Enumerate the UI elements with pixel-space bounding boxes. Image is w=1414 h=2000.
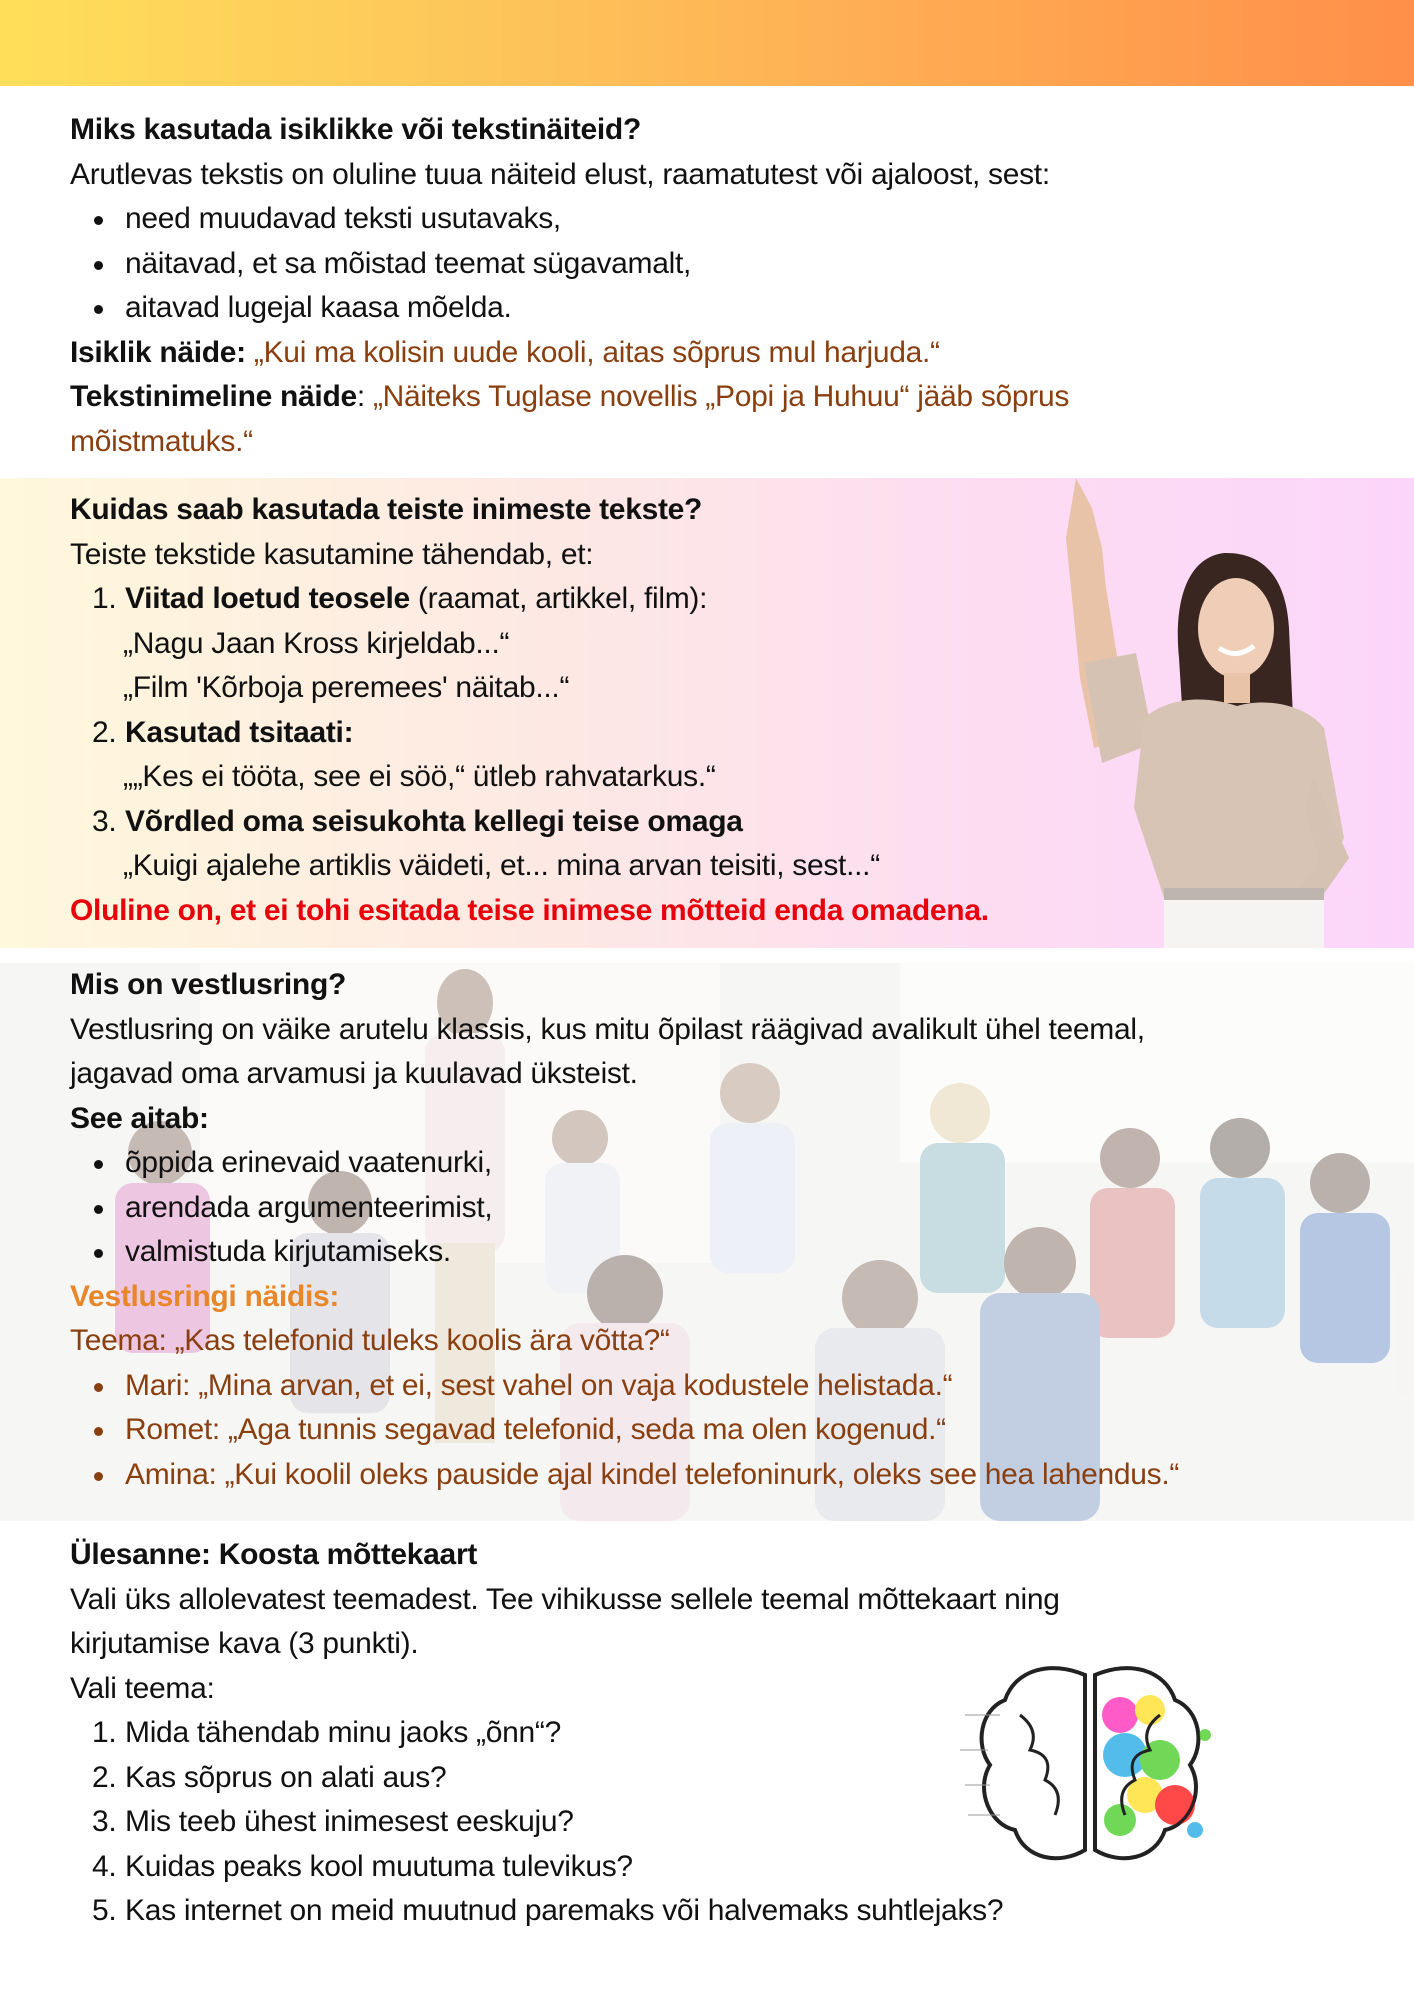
topic-number: 2.: [92, 1760, 117, 1794]
topic-number: 5.: [92, 1894, 117, 1927]
section-title: Miks kasutada isiklikke või tekstinäiteid?: [70, 113, 641, 146]
example-quote: „Film 'Kõrboja peremees' näitab...“: [123, 671, 570, 704]
personal-example-text: „Kui ma kolisin uude kooli, aitas sõprus mul harjuda.“: [245, 335, 940, 369]
list-item: arendada argumenteerimist,: [70, 1186, 1354, 1231]
topic-item: [70, 1889, 1354, 1934]
section-title: Mis on vestlusring?: [70, 968, 347, 1001]
topic-number: 3.: [92, 1805, 117, 1838]
list-item-2: [70, 711, 1354, 756]
helps-label: See aitab:: [70, 1101, 209, 1135]
topic-number: 4.: [92, 1849, 117, 1883]
list-item-1: [70, 577, 1354, 622]
topic-text: Kuidas peaks kool muutuma tulevikus?: [125, 1849, 633, 1883]
section-title: Ülesanne: Koosta mõttekaart: [70, 1538, 478, 1571]
item-number: 2.: [92, 715, 117, 749]
text-example: [70, 375, 1354, 420]
list-item-3: [70, 800, 1354, 845]
text-example-label: Tekstinimeline näide: [70, 380, 357, 413]
personal-example-label: Isiklik näide:: [70, 335, 246, 369]
topic-text: Kas sõprus on alati aus?: [125, 1760, 447, 1794]
colon: :: [356, 380, 373, 413]
list-item: need muudavad teksti usutavaks,: [70, 197, 1354, 242]
item-heading: Võrdled oma seisukohta kellegi teise omaga: [125, 804, 743, 838]
example-label: Vestlusringi näidis:: [70, 1279, 340, 1313]
section-examples: [0, 86, 1414, 478]
task-instructions: Vali üks allolevatest teemadest. Tee vihikusse sellele teemal mõttekaart ning: [70, 1582, 1060, 1616]
topic-item: [70, 1800, 1354, 1845]
text-example-text: „Näiteks Tuglase novellis „Popi ja Huhuu“ jääb sõprus: [372, 380, 1070, 413]
topic-text: Kas internet on meid muutnud paremaks või halvemaks suhtlejaks?: [125, 1894, 1004, 1927]
header-gradient-bar: [0, 0, 1414, 86]
topic-text: Mis teeb ühest inimesest eeskuju?: [125, 1805, 574, 1838]
list-item: valmistuda kirjutamiseks.: [70, 1230, 1354, 1275]
item-note: (raamat, artikkel, film):: [409, 582, 708, 615]
warning-text: Oluline on, et ei tohi esitada teise inimese mõtteid enda omadena.: [70, 893, 989, 927]
section-using-texts: [0, 478, 1414, 948]
intro-text: Arutlevas tekstis on oluline tuua näiteid elust, raamatutest või ajaloost, sest:: [70, 157, 1050, 191]
item-number: 1.: [92, 582, 117, 615]
topic-text: Mida tähendab minu jaoks „õnn“?: [125, 1716, 561, 1749]
text-example-continued: mõistmatuks.“: [70, 424, 253, 458]
topic-item: [70, 1711, 1354, 1756]
topic-number: 1.: [92, 1716, 117, 1749]
intro-text: Vestlusring on väike arutelu klassis, kus mitu õpilast räägivad avalikult ühel teemal,: [70, 1012, 1145, 1046]
dialogue-line: Amina: „Kui koolil oleks pauside ajal kindel telefoninurk, oleks see hea lahendus.“: [70, 1453, 1354, 1498]
list-item: õppida erinevaid vaatenurki,: [70, 1141, 1354, 1186]
dialogue-list: [70, 1364, 1354, 1498]
personal-example: [70, 331, 1354, 376]
dialogue-line: Romet: „Aga tunnis segavad telefonid, seda ma olen kogenud.“: [70, 1408, 1354, 1453]
section-title: Kuidas saab kasutada teiste inimeste tekste?: [70, 493, 703, 526]
topic-item: [70, 1756, 1354, 1801]
item-heading: Viitad loetud teosele: [125, 582, 410, 615]
dialogue-line: Mari: „Mina arvan, et ei, sest vahel on vaja kodustele helistada.“: [70, 1364, 1354, 1409]
task-instructions-continued: kirjutamise kava (3 punkti).: [70, 1627, 419, 1660]
example-quote: „„Kes ei tööta, see ei söö,“ ütleb rahvatarkus.“: [123, 760, 716, 793]
reasons-list: [70, 197, 1354, 331]
intro-text: Teiste tekstide kasutamine tähendab, et:: [70, 537, 594, 571]
list-item: näitavad, et sa mõistad teemat sügavamalt,: [70, 242, 1354, 287]
example-quote: „Nagu Jaan Kross kirjeldab...“: [123, 626, 510, 660]
topic-item: [70, 1845, 1354, 1890]
section-task: [0, 1521, 1414, 2000]
discussion-topic: Teema: „Kas telefonid tuleks koolis ära võtta?“: [70, 1324, 670, 1357]
example-quote: „Kuigi ajalehe artiklis väideti, et... mina arvan teisiti, sest...“: [123, 849, 880, 882]
item-heading: Kasutad tsitaati:: [125, 715, 354, 749]
section-discussion-circle: [0, 963, 1414, 1521]
item-number: 3.: [92, 804, 117, 838]
list-item: aitavad lugejal kaasa mõelda.: [70, 286, 1354, 331]
intro-text-continued: jagavad oma arvamusi ja kuulavad üksteist.: [70, 1057, 638, 1090]
choose-topic-label: Vali teema:: [70, 1671, 215, 1705]
helps-list: [70, 1141, 1354, 1275]
